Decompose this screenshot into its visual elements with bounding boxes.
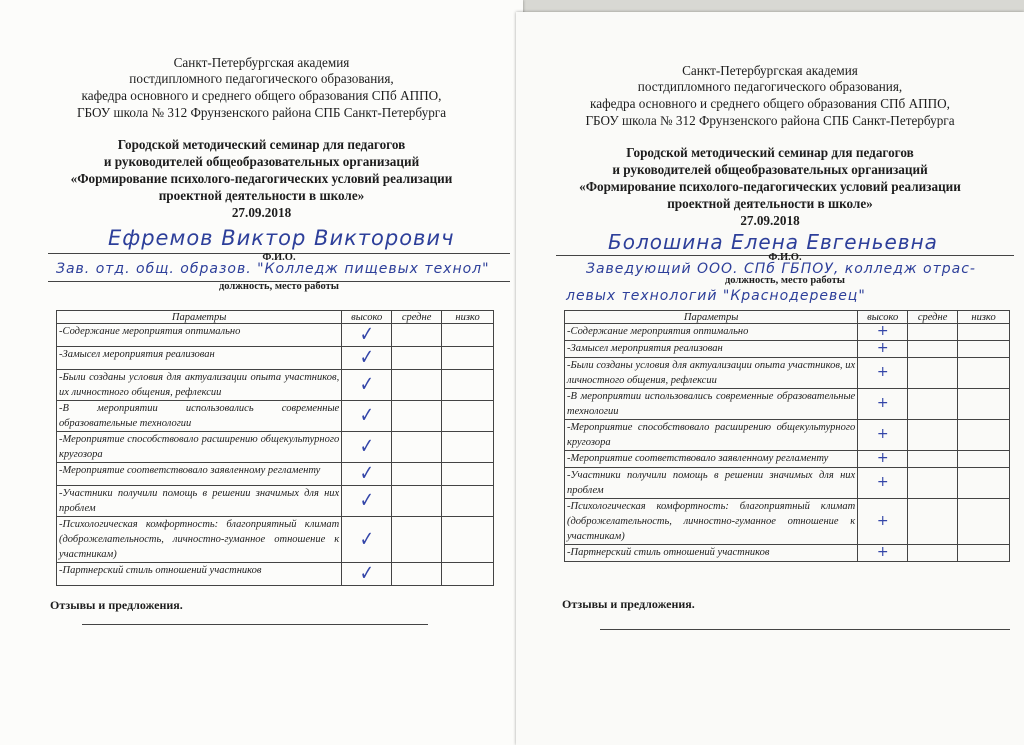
check-mark: ✓	[359, 488, 374, 512]
mid-header: средне	[908, 311, 958, 324]
criterion: -Участники получили помощь в решении значимых для них проблем	[565, 468, 858, 499]
feedback-label: Отзывы и предложения.	[562, 597, 695, 611]
check-mark: ✓	[359, 345, 374, 369]
criterion: -Мероприятие способствовало расширению общекультурного кругозора	[565, 420, 858, 451]
position-label: должность, место работы	[724, 275, 845, 286]
high-header: высоко	[342, 311, 392, 324]
header-line-1: Санкт-Петербургская академия	[682, 63, 858, 78]
low-header: низко	[442, 311, 494, 324]
table-row	[565, 499, 1010, 545]
header-line-4: ГБОУ школа № 312 Фрунзенского района СПБ Санкт-Петербурга	[76, 105, 447, 120]
title-line-3: «Формирование психолого-педагогических условий реализации	[579, 179, 961, 194]
table-row	[565, 420, 1010, 451]
table-row	[57, 401, 494, 432]
feedback-line	[600, 629, 1010, 630]
check-mark: ✓	[359, 526, 374, 551]
evaluation-table	[564, 310, 1010, 562]
evaluation-table	[56, 310, 494, 586]
criterion: -Замысел мероприятия реализован	[565, 341, 858, 358]
criterion: -Мероприятие соответствовало заявленному регламенту	[57, 463, 342, 486]
title-line-4: проектной деятельности в школе»	[158, 188, 365, 203]
table-row	[565, 358, 1010, 389]
title-line-2: и руководителей общеобразовательных организаций	[612, 162, 928, 177]
event-date: 27.09.2018	[740, 213, 800, 228]
check-mark: ✓	[359, 561, 374, 585]
table-row	[57, 347, 494, 370]
plus-mark: +	[876, 340, 889, 356]
fio-handwritten: Болошина Елена Евгеньевна	[608, 230, 938, 254]
title-line-4: проектной деятельности в школе»	[667, 196, 873, 211]
table-row	[565, 468, 1010, 499]
criterion: -Были созданы условия для актуализации опыта участников, их личностного общения, рефлексии	[565, 358, 858, 389]
plus-mark: +	[876, 364, 889, 380]
table-row	[57, 432, 494, 463]
mid-header: средне	[392, 311, 442, 324]
table-row	[57, 370, 494, 401]
table-header-row	[57, 311, 494, 324]
criterion: -В мероприятии использовались современные образовательные технологии	[565, 389, 858, 420]
table-row	[565, 451, 1010, 468]
criterion: -Партнерский стиль отношений участников	[565, 545, 858, 562]
table-row	[57, 563, 494, 586]
header-line-3: кафедра основного и среднего общего образования СПб АППО,	[81, 88, 442, 103]
table-row	[565, 324, 1010, 341]
criterion: -Мероприятие соответствовало заявленному регламенту	[565, 451, 858, 468]
plus-mark: +	[876, 426, 889, 442]
criterion: -Партнерский стиль отношений участников	[57, 563, 342, 586]
params-header: Параметры	[57, 311, 342, 324]
plus-mark: +	[876, 544, 889, 560]
criterion: -Замысел мероприятия реализован	[57, 347, 342, 370]
criterion: -Содержание мероприятия оптимально	[565, 324, 858, 341]
fio-handwritten: Ефремов Виктор Викторович	[108, 226, 455, 250]
title-line-2: и руководителей общеобразовательных организаций	[103, 154, 420, 169]
table-header-row	[565, 311, 1010, 324]
position-label: должность, место работы	[218, 281, 339, 292]
title-line-1: Городской методический семинар для педагогов	[117, 137, 406, 152]
table-row	[57, 517, 494, 563]
criterion: -Участники получили помощь в решении значимых для них проблем	[57, 486, 342, 517]
header-line-4: ГБОУ школа № 312 Фрунзенского района СПБ Санкт-Петербурга	[585, 113, 955, 128]
criterion: -В мероприятии использовались современные образовательные технологии	[57, 401, 342, 432]
check-mark: ✓	[359, 403, 374, 427]
title-line-3: «Формирование психолого-педагогических условий реализации	[70, 171, 453, 186]
header-line-1: Санкт-Петербургская академия	[173, 55, 350, 70]
position-handwritten-line-2: левых технологий "Краснодеревец"	[566, 288, 866, 304]
header-line-2: постдипломного педагогического образования,	[129, 71, 394, 86]
event-date: 27.09.2018	[231, 205, 292, 220]
check-mark: ✓	[359, 322, 374, 346]
check-mark: ✓	[359, 434, 374, 458]
header-line-2: постдипломного педагогического образования,	[637, 79, 903, 94]
table-row	[565, 341, 1010, 358]
position-handwritten: Зав. отд. общ. образов. "Колледж пищевых технол"	[56, 261, 490, 277]
feedback-label: Отзывы и предложения.	[50, 598, 183, 612]
plus-mark: +	[876, 474, 889, 490]
position-handwritten-line-1: Заведующий ООО. СПб ГБПОУ, колледж отрас-	[586, 261, 976, 277]
criterion: -Были созданы условия для актуализации опыта участников, их личностного общения, рефлексии	[57, 370, 342, 401]
plus-mark: +	[876, 323, 889, 339]
table-row	[57, 463, 494, 486]
fio-label: Ф.И.О.	[768, 252, 802, 263]
criterion: -Содержание мероприятия оптимально	[57, 324, 342, 347]
right-evaluation-form	[516, 12, 1024, 745]
params-header: Параметры	[565, 311, 858, 324]
plus-mark: +	[876, 395, 889, 411]
fio-label: Ф.И.О.	[262, 252, 296, 263]
feedback-line	[82, 624, 428, 625]
table-row	[57, 486, 494, 517]
check-mark: ✓	[359, 461, 374, 485]
criterion: -Мероприятие способствовало расширению общекультурного кругозора	[57, 432, 342, 463]
criterion: -Психологическая комфортность: благоприятный климат (доброжелательность, личностно-гуманное отношение к участникам)	[565, 499, 858, 545]
title-line-1: Городской методический семинар для педагогов	[626, 145, 914, 160]
table-row	[57, 324, 494, 347]
high-header: высоко	[858, 311, 908, 324]
low-header: низко	[958, 311, 1010, 324]
plus-mark: +	[876, 512, 889, 529]
plus-mark: +	[876, 450, 889, 466]
check-mark: ✓	[359, 372, 374, 396]
table-row	[565, 545, 1010, 562]
header-line-3: кафедра основного и среднего общего образования СПб АППО,	[590, 96, 950, 111]
table-row	[565, 389, 1010, 420]
criterion: -Психологическая комфортность: благоприятный климат (доброжелательность, личностно-гуманное отношение к участникам)	[57, 517, 342, 563]
